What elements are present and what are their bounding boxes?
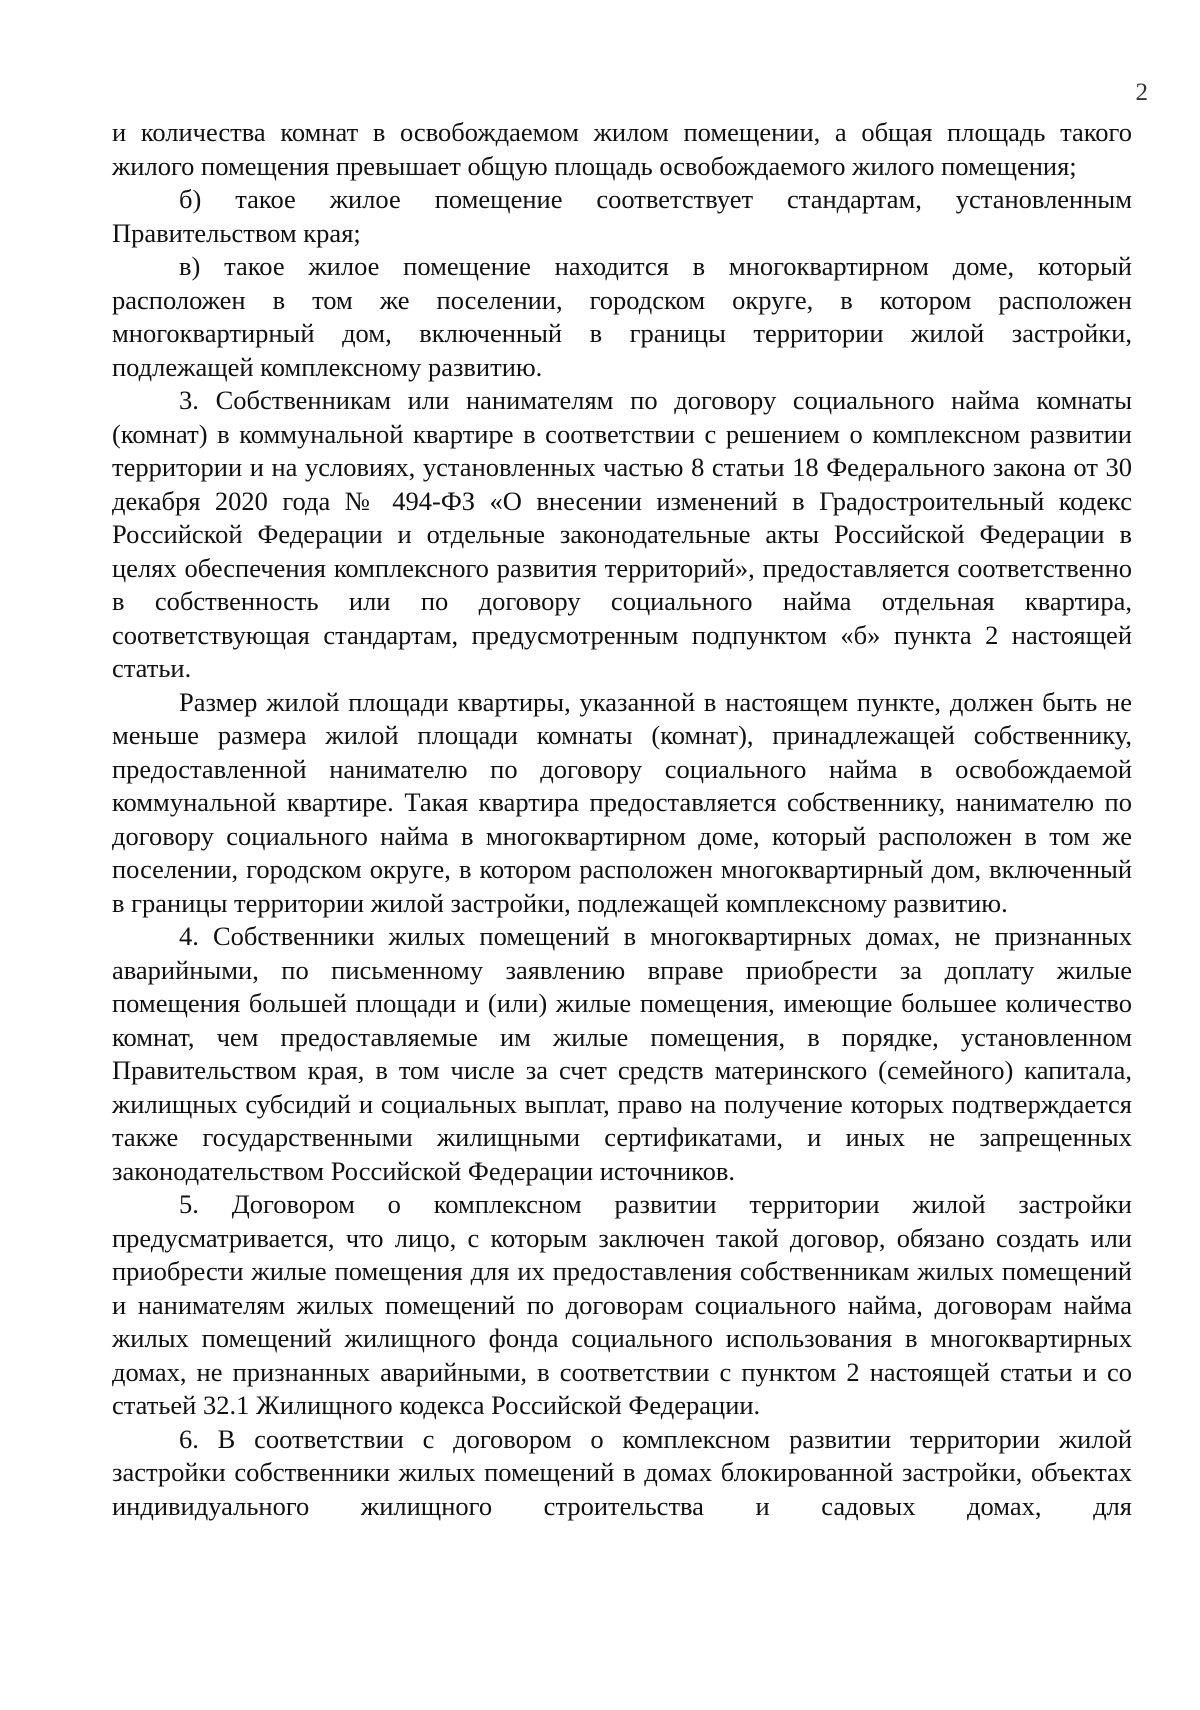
paragraph-continuation: и количества комнат в освобождаемом жилом помещении, а общая площадь такого жилого помещения превышает общую площадь освобождаемого жилого помещения; xyxy=(112,117,1132,181)
paragraph-subitem-b: б) такое жилое помещение соответствует стандартам, установленным Правительством края; xyxy=(112,184,1132,248)
paragraph-item-3: 3. Собственникам или нанимателям по договору социального найма комнаты (комнат) в коммунальной квартире в соответствии с решением о комплексном развитии территории и на условиях, установленных частью 8 статьи 18 Федерального закона от 30 декабря 2020 года № 494-ФЗ «О внесении изменений в Градостроительный кодекс Российской Федерации и отдельные законодательные акты Российской Федерации в целях обеспечения комплексного развития территорий», предоставляется соответственно в собственность или по договору социального найма отдельная квартира, соответствующая стандартам, предусмотренным подпунктом «б» пункта 2 настоящей статьи. xyxy=(112,385,1132,683)
page-number: 2 xyxy=(1135,79,1148,106)
document-body xyxy=(112,116,1132,1523)
paragraph-item-3-part-2: Размер жилой площади квартиры, указанной в настоящем пункте, должен быть не меньше размера жилой площади комнаты (комнат), принадлежащей собственнику, предоставленной нанимателю по договору социального найма в освобождаемой коммунальной квартире. Такая квартира предоставляется собственнику, нанимателю по договору социального найма в многоквартирном доме, который расположен в том же поселении, городском округе, в котором расположен многоквартирный дом, включенный в границы территории жилой застройки, подлежащей комплексному развитию. xyxy=(112,686,1132,918)
paragraph-item-6: 6. В соответствии с договором о комплексном развитии территории жилой застройки собственники жилых помещений в домах блокированной застройки, объектах индивидуального жилищного строительства и садовых домах, для xyxy=(112,1423,1132,1521)
paragraph-item-4: 4. Собственники жилых помещений в многоквартирных домах, не признанных аварийными, по письменному заявлению вправе приобрести за доплату жилые помещения большей площади и (или) жилые помещения, имеющие большее количество комнат, чем предоставляемые им жилые помещения, в порядке, установленном Правительством края, в том числе за счет средств материнского (семейного) капитала, жилищных субсидий и социальных выплат, право на получение которых подтверждается также государственными жилищными сертификатами, и иных не запрещенных законодательством Российской Федерации источников. xyxy=(112,921,1132,1186)
paragraph-item-5: 5. Договором о комплексном развитии территории жилой застройки предусматривается, что лицо, с которым заключен такой договор, обязано создать или приобрести жилые помещения для их предоставления собственникам жилых помещений и нанимателям жилых помещений по договорам социального найма, договорам найма жилых помещений жилищного фонда социального использования в многоквартирных домах, не признанных аварийными, в соответствии с пунктом 2 настоящей статьи и со статьей 32.1 Жилищного кодекса Российской Федерации. xyxy=(112,1189,1132,1420)
paragraph-subitem-v: в) такое жилое помещение находится в многоквартирном доме, который расположен в том же поселении, городском округе, в котором расположен многоквартирный дом, включенный в границы территории жилой застройки, подлежащей комплексному развитию. xyxy=(112,251,1132,382)
